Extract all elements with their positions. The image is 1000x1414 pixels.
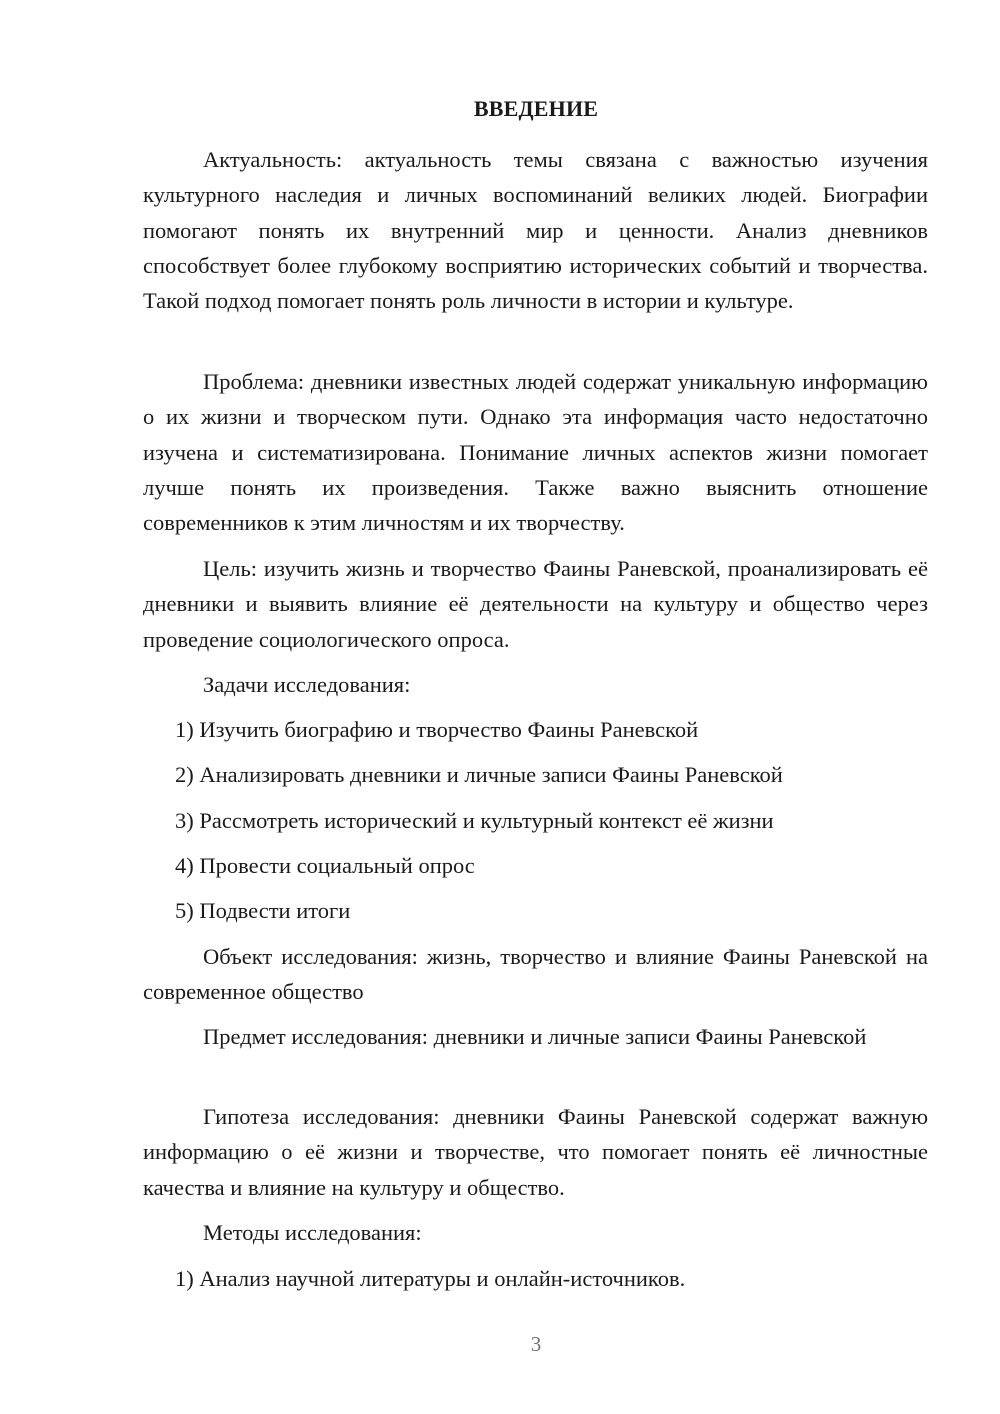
- section-heading: ВВЕДЕНИЕ: [473, 96, 599, 121]
- tasks-title: Задачи исследования:: [203, 672, 411, 697]
- paragraph-goal: Цель: изучить жизнь и творчество Фаины Раневской, проанализировать её дневники и выявить влияние её деятельности на культуру и общество через проведение социологического опроса.: [143, 556, 928, 652]
- paragraph-problem: Проблема: дневники известных людей содержат уникальную информацию о их жизни и творческом пути. Однако эта информация часто недостаточно изучена и систематизирована. Понимание личных аспектов жизни помогает лучше понять их произведения. Также важно выяснить отношение современников к этим личностям и их творчеству.: [143, 369, 928, 536]
- list-item-method-1: 1) Анализ научной литературы и онлайн-источников.: [175, 1266, 686, 1291]
- methods-title: Методы исследования:: [203, 1220, 422, 1245]
- list-item-task-2: 2) Анализировать дневники и личные записи Фаины Раневской: [175, 762, 783, 787]
- paragraph-relevance: Актуальность: актуальность темы связана с важностью изучения культурного наследия и личных воспоминаний великих людей. Биографии помогают понять их внутренний мир и ценности. Анализ дневников способствует более глубокому восприятию исторических событий и творчества. Такой подход помогает понять роль личности в истории и культуре.: [143, 147, 928, 314]
- list-item-task-3: 3) Рассмотреть исторический и культурный контекст её жизни: [175, 808, 774, 833]
- paragraph-object: Объект исследования: жизнь, творчество и влияние Фаины Раневской на современное общество: [143, 944, 928, 1005]
- list-item-task-5: 5) Подвести итоги: [175, 898, 351, 923]
- paragraph-hypothesis: Гипотеза исследования: дневники Фаины Раневской содержат важную информацию о её жизни и творчестве, что помогает понять её личностные качества и влияние на культуру и общество.: [143, 1104, 928, 1200]
- list-item-task-1: 1) Изучить биографию и творчество Фаины Раневской: [175, 717, 699, 742]
- page-number: 3: [530, 1332, 542, 1356]
- paragraph-subject: Предмет исследования: дневники и личные записи Фаины Раневской: [203, 1024, 867, 1049]
- list-item-task-4: 4) Провести социальный опрос: [175, 853, 475, 878]
